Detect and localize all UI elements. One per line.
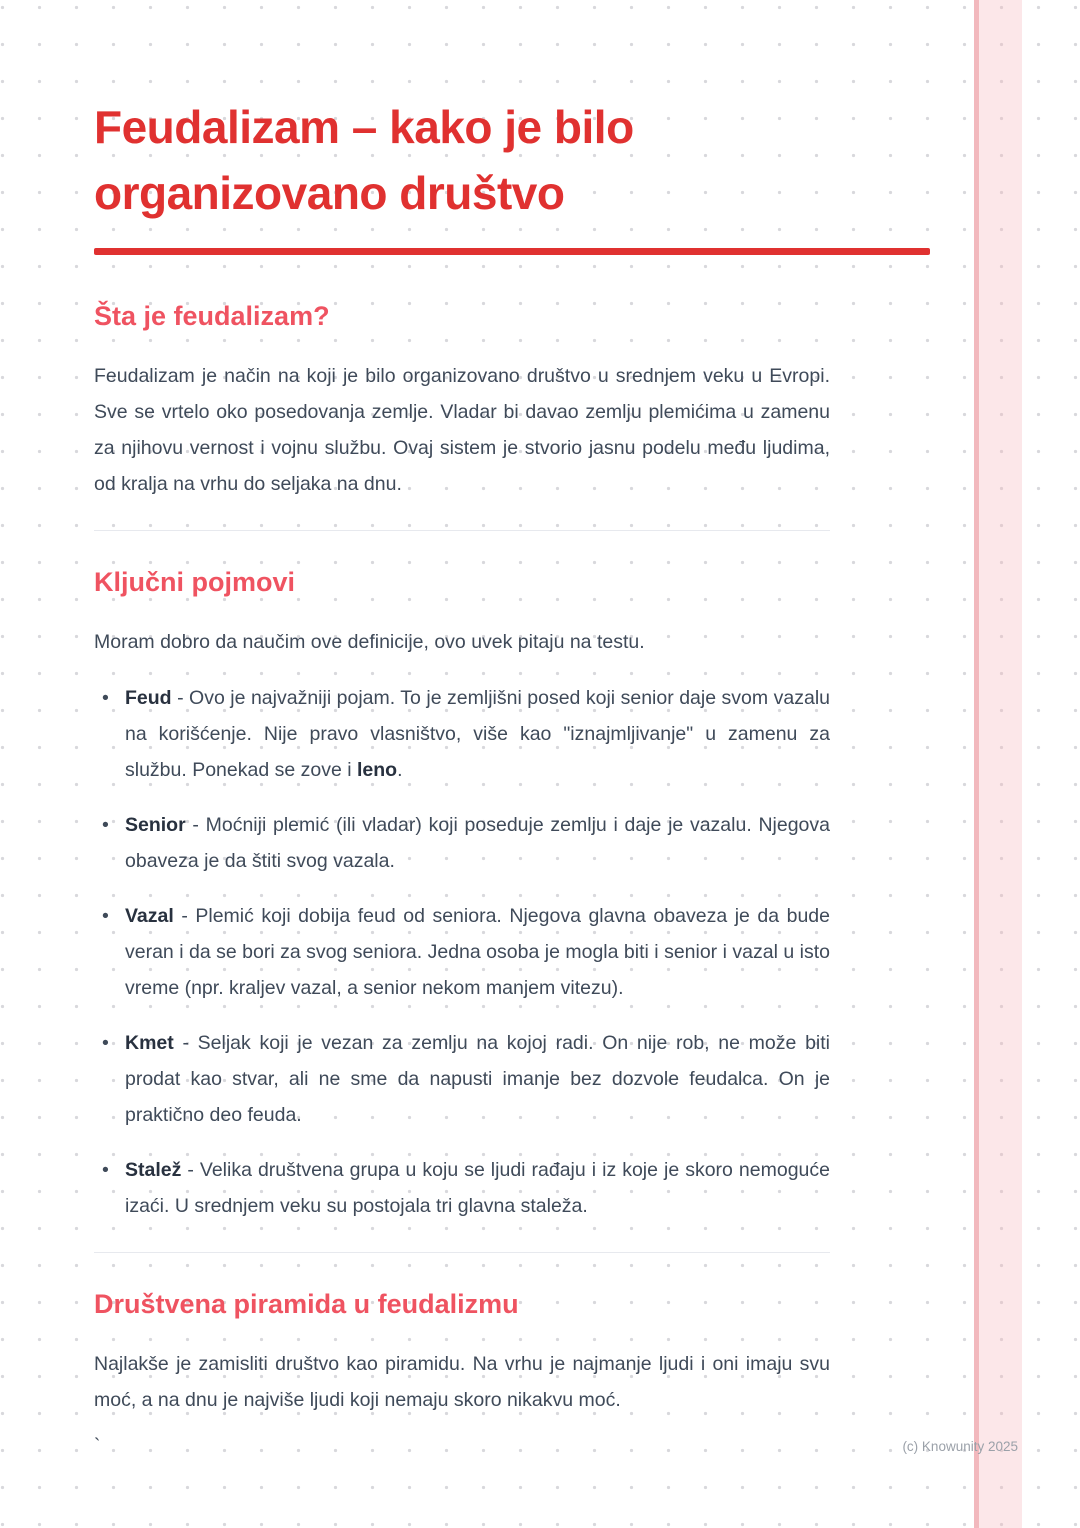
section-what-is-feudalism [94,301,1000,502]
term-item [94,680,830,788]
section-divider [94,1252,830,1253]
section-paragraph: Najlakše je zamisliti društvo kao piramidu. Na vrhu je najmanje ljudi i oni imaju svu moć, a na dnu je najviše ljudi koji nemaju skoro nikakvu moć. [94,1353,830,1412]
section-paragraph: Feudalizam je način na koji je bilo organizovano društvo u srednjem veku u Evropi. Sve se vrtelo oko posedovanja zemlje. Vladar bi davao zemlju plemićima u zamenu za njihovu vernost i vojnu službu. Ovaj sistem je stvorio jasnu podelu među ljudima, od kralja na vrhu do seljaka na dnu. [94,365,830,496]
section-intro: Moram dobro da naučim ove definicije, ovo uvek pitaju na testu. [94,631,645,654]
term-definition: - Seljak koji je vezan za zemlju na kojoj radi. On nije rob, ne može biti prodat kao stvar, ali ne sme da napusti imanje bez dozvole feudalca. On je praktično deo feuda. [125,1032,830,1127]
section-heading: Ključni pojmovi [94,567,296,598]
term-name: Stalež [125,1159,182,1182]
term-item [94,1025,830,1133]
section-social-pyramid [94,1289,1000,1458]
title-divider [94,248,930,255]
section-key-terms [94,567,1000,1224]
term-definition: . [397,759,403,782]
term-name: Senior [125,814,186,837]
term-item [94,1152,830,1224]
terms-list [94,680,830,1224]
term-item [94,807,830,879]
term-definition: - Moćniji plemić (ili vladar) koji poseduje zemlju i daje je vazalu. Njegova obaveza je da štiti svog vazala. [125,814,830,873]
term-name: Kmet [125,1032,174,1055]
term-definition: - Velika društvena grupa u koju se ljudi rađaju i iz koje je skoro nemoguće izaći. U srednjem veku su postojala tri glavna staleža. [125,1159,830,1218]
term-name: Feud [125,687,172,710]
term-name: Vazal [125,905,174,928]
stray-backtick: ` [94,1436,101,1458]
term-definition: - Ovo je najvažniji pojam. To je zemljišni posed koji senior daje svom vazalu na korišćenje. Nije pravo vlasništvo, više kao "iznajmljivanje" u zamenu za službu. Ponekad se zove i [125,687,830,782]
section-heading: Šta je feudalizam? [94,301,330,332]
footer-credit: (c) Knowunity 2025 [902,1439,1018,1454]
term-definition: - Plemić koji dobija feud od seniora. Njegova glavna obaveza je da bude veran i da se bori za svog seniora. Jedna osoba je mogla biti i senior i vazal u isto vreme (npr. kraljev vazal, a senior nekom manjem vitezu). [125,905,830,1000]
section-divider [94,530,830,531]
section-heading: Društvena piramida u feudalizmu [94,1289,519,1320]
term-name: leno [356,759,398,782]
term-item [94,898,830,1006]
page-title: Feudalizam – kako je bilo organizovano društvo [94,101,634,220]
